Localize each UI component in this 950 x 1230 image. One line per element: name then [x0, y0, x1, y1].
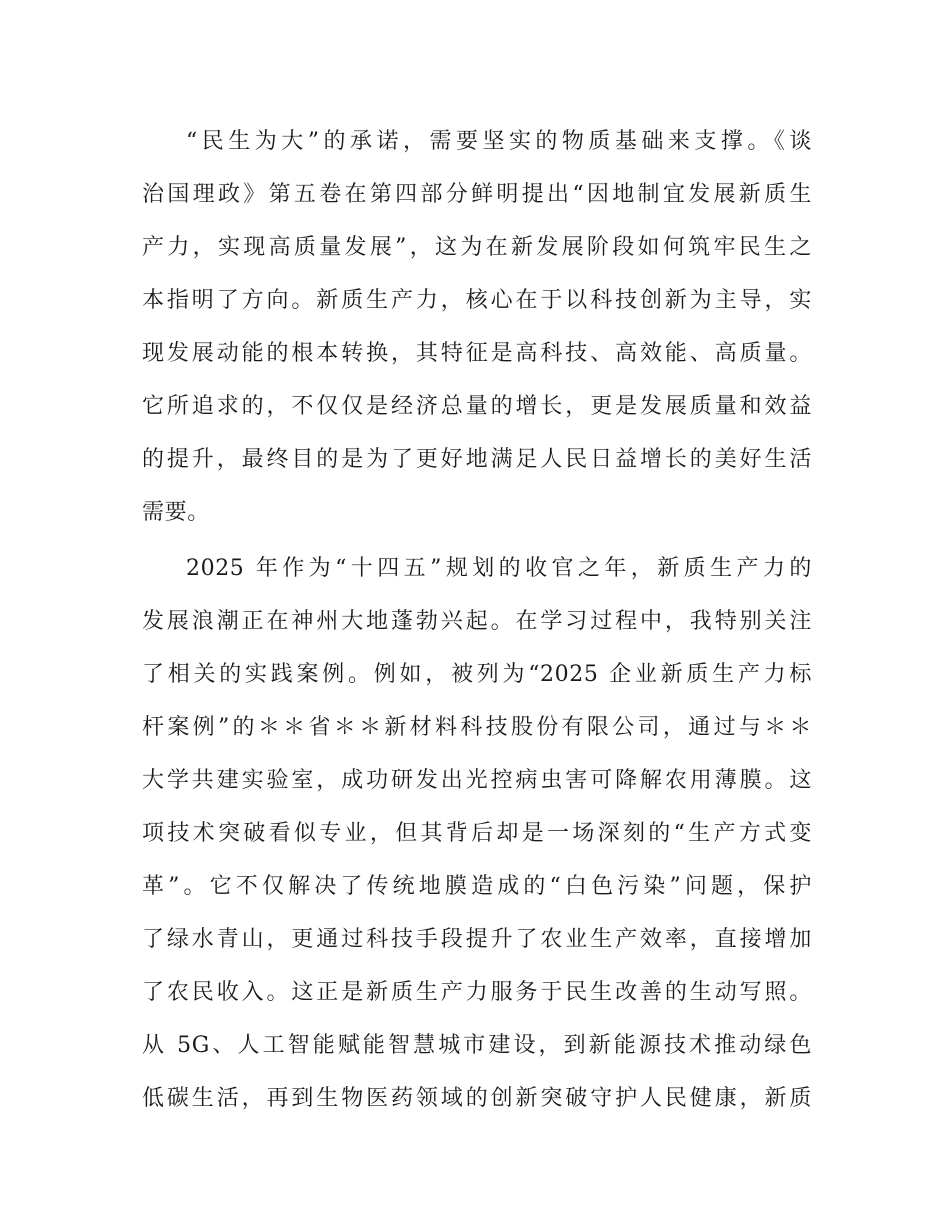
- text-line: 治国理政》第五卷在第四部分鲜明提出“因地制宜发展新质生: [142, 182, 812, 207]
- text-line: 现发展动能的根本转换，其特征是高科技、高效能、高质量。: [142, 341, 812, 366]
- text-line: 低碳生活，再到生物医药领域的创新突破守护人民健康，新质: [142, 1086, 812, 1111]
- text-line: 革”。它不仅解决了传统地膜造成的“白色污染”问题，保护: [142, 874, 812, 899]
- text-line: 项技术突破看似专业，但其背后却是一场深刻的“生产方式变: [142, 821, 812, 846]
- text-line: 2025 年作为“十四五”规划的收官之年，新质生产力的: [186, 556, 812, 581]
- text-line: “民生为大”的承诺，需要坚实的物质基础来支撑。《谈: [186, 129, 812, 154]
- text-line: 了相关的实践案例。例如，被列为“2025 企业新质生产力标: [142, 662, 812, 687]
- text-line: 本指明了方向。新质生产力，核心在于以科技创新为主导，实: [142, 288, 812, 313]
- text-line: 的提升，最终目的是为了更好地满足人民日益增长的美好生活: [142, 447, 812, 472]
- text-line: 发展浪潮正在神州大地蓬勃兴起。在学习过程中，我特别关注: [142, 609, 812, 634]
- text-line: 大学共建实验室，成功研发出光控病虫害可降解农用薄膜。这: [142, 768, 812, 793]
- text-line: 了农民收入。这正是新质生产力服务于民生改善的生动写照。: [142, 980, 812, 1005]
- text-line: 需要。: [142, 500, 210, 525]
- text-line: 从 5G、人工智能赋能智慧城市建设，到新能源技术推动绿色: [142, 1033, 812, 1058]
- text-line: 杆案例”的＊＊省＊＊新材料科技股份有限公司，通过与＊＊: [142, 715, 812, 740]
- text-line: 它所追求的，不仅仅是经济总量的增长，更是发展质量和效益: [142, 394, 812, 419]
- text-line: 了绿水青山，更通过科技手段提升了农业生产效率，直接增加: [142, 927, 812, 952]
- text-line: 产力，实现高质量发展”，这为在新发展阶段如何筑牢民生之: [142, 235, 812, 260]
